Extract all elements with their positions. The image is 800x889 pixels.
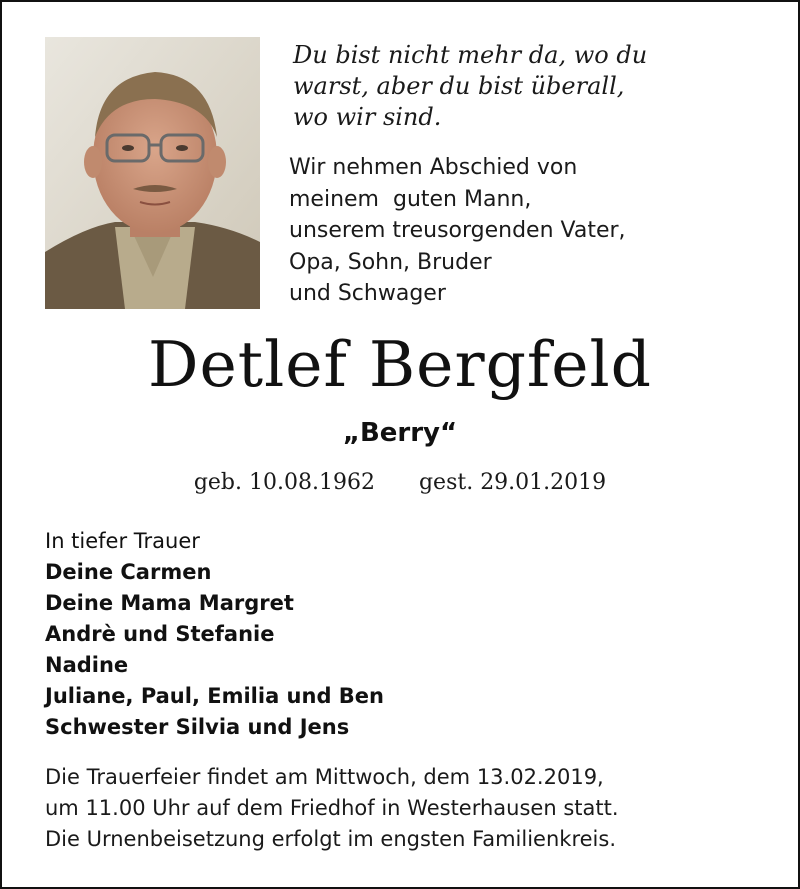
quote-line: wo wir sind. — [293, 103, 442, 131]
intro-line: Wir nehmen Abschied von — [289, 155, 578, 180]
mourner-name: Andrè und Stefanie — [45, 622, 275, 646]
quote-line: warst, aber du bist überall, — [293, 72, 625, 100]
portrait-photo — [45, 37, 260, 309]
mourner-name: Juliane, Paul, Emilia und Ben — [45, 684, 384, 708]
mourner-name: Deine Mama Margret — [45, 591, 294, 615]
birth-date: geb. 10.08.1962 — [193, 470, 375, 495]
service-notice — [45, 762, 765, 855]
intro-line: meinem guten Mann, — [289, 186, 532, 212]
intro-line: und Schwager — [289, 281, 446, 306]
death-date: gest. 29.01.2019 — [418, 470, 607, 495]
life-dates — [0, 467, 800, 499]
mourners-list — [45, 526, 745, 743]
farewell-text — [289, 152, 769, 310]
mourning-heading: In tiefer Trauer — [45, 529, 200, 553]
mourner-name: Deine Carmen — [45, 560, 212, 584]
deceased-nickname: „Berry“ — [342, 418, 458, 448]
intro-line: unserem treusorgenden Vater, — [289, 218, 626, 243]
intro-line: Opa, Sohn, Bruder — [289, 249, 492, 275]
service-line: um 11.00 Uhr auf dem Friedhof in Westerhausen statt. — [45, 796, 619, 820]
service-line: Die Urnenbeisetzung erfolgt im engsten Familienkreis. — [45, 827, 616, 851]
service-line: Die Trauerfeier findet am Mittwoch, dem 13.02.2019, — [45, 765, 604, 789]
mourner-name: Nadine — [45, 653, 129, 677]
quote-line: Du bist nicht mehr da, wo du — [293, 41, 648, 69]
mourner-name: Schwester Silvia und Jens — [45, 715, 350, 739]
deceased-name: Detlef Bergfeld — [148, 328, 652, 401]
memorial-quote — [293, 40, 773, 133]
